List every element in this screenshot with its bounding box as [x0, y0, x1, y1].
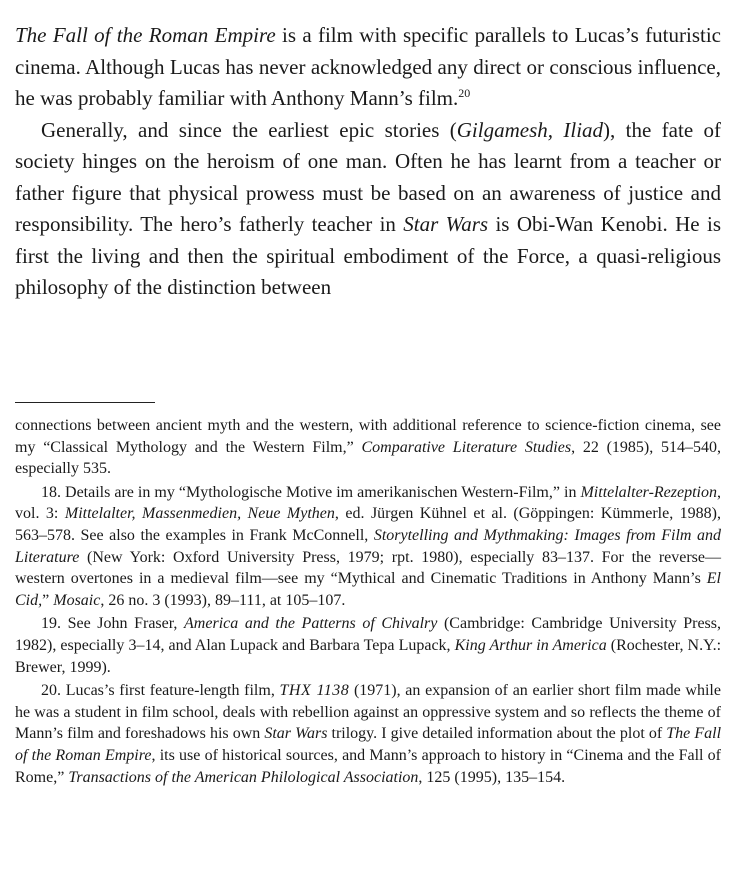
italic-text: Star Wars: [264, 725, 328, 743]
footnote-continuation: [15, 415, 721, 480]
small-caps-title: THX 1138: [279, 682, 350, 700]
footnote-20: [15, 680, 721, 788]
footnote-text: , 125 (1995), 135–154.: [418, 768, 566, 786]
paragraph-text: is a film with specific parallels to Lucas’s futuristic cinema. Although Lucas has never acknowledged any direct or conscious influence, he was probably familiar with Anthony Mann’s film.: [15, 23, 721, 110]
footnote-text: , its use of historical sources, and Mann’s approach to history in “Cinema and the Fall of Rome,”: [15, 746, 722, 786]
footnote-divider: [15, 402, 155, 403]
paragraph-text: Generally, and since the earliest epic stories (: [41, 117, 457, 142]
footnote-text: 18. Details are in my “Mythologische Motive im amerikanischen Western-Film,” in: [41, 483, 581, 501]
paragraph-2: [15, 115, 721, 304]
main-text: [15, 20, 721, 304]
footnote-text: ”: [42, 591, 54, 609]
footnote-19: [15, 613, 721, 678]
italic-text: Storytelling and Mythmaking: Images from Film and Literature: [15, 526, 722, 566]
italic-text: Comparative Literature Studies: [361, 438, 572, 456]
italic-text: El Cid,: [15, 570, 721, 609]
paragraph-1: [15, 20, 721, 115]
footnote-text: connections between ancient myth and the western, with additional reference to science-fiction cinema, see my “Classical Mythology and the Western Film,”: [15, 417, 721, 456]
footnote-text: trilogy. I give detailed information about the plot of: [327, 725, 667, 743]
footnote-text: , vol. 3:: [15, 483, 721, 523]
footnote-text: , ed. Jürgen Kühnel et al. (Göppingen: Kümmerle, 1988), 563–578. See also the examples in Frank McConnell,: [15, 505, 722, 544]
italic-text: Gilgamesh, Iliad: [456, 117, 604, 142]
footnote-18: [15, 482, 721, 612]
footnote-text: , 26 no. 3 (1993), 89–111, at 105–107.: [100, 591, 346, 609]
italic-text: Star Wars: [403, 212, 489, 236]
italic-text: King Arthur in America: [454, 636, 607, 654]
italic-text: The Fall of the Roman Empire: [15, 725, 722, 764]
italic-text: Mittelalter-Rezeption: [580, 483, 717, 501]
footnote-text: (Rochester, N.Y.: Brewer, 1999).: [15, 636, 722, 676]
footnote-text: (New York: Oxford University Press, 1979; rpt. 1980), especially 83–137. For the reverse—western overtones in a medieval film—see my “Mythical and Cinematic Traditions in Anthony Mann’s: [15, 548, 721, 588]
paragraph-text: is Obi-Wan Kenobi. He is first the living and then the spiritual embodiment of the Force, a quasi-religious philosophy of the distinction between: [15, 212, 721, 299]
footnote-text: (1971), an expansion of an earlier short film made while he was a student in film school, deals with rebellion against an oppressive system and so reflects the theme of Mann’s film and foreshadows his own: [15, 682, 721, 743]
italic-text: Transactions of the American Philological Association: [68, 768, 419, 786]
footnote-text: (Cambridge: Cambridge University Press, 1982), especially 3–14, and Alan Lupack and Barbara Tepa Lupack,: [15, 615, 722, 654]
italic-text: Mosaic: [53, 591, 101, 609]
paragraph-text: ), the fate of society hinges on the heroism of one man. Often he has learnt from a teacher or father figure that physical prowess must be based on an awareness of justice and responsibility. The hero’s fatherly teacher in: [15, 117, 721, 236]
italic-text: America and the Patterns of Chivalry: [184, 615, 438, 633]
italic-text: Mittelalter, Massenmedien, Neue Mythen: [64, 505, 335, 523]
film-title: The Fall of the Roman Empire: [15, 23, 276, 47]
footnotes: [15, 415, 721, 788]
footnote-text: 19. See John Fraser,: [41, 615, 185, 633]
footnote-text: , 22 (1985), 514–540, especially 535.: [15, 438, 722, 478]
footnote-ref-20: 20: [458, 86, 471, 100]
footnote-text: 20. Lucas’s first feature-length film,: [41, 682, 280, 700]
